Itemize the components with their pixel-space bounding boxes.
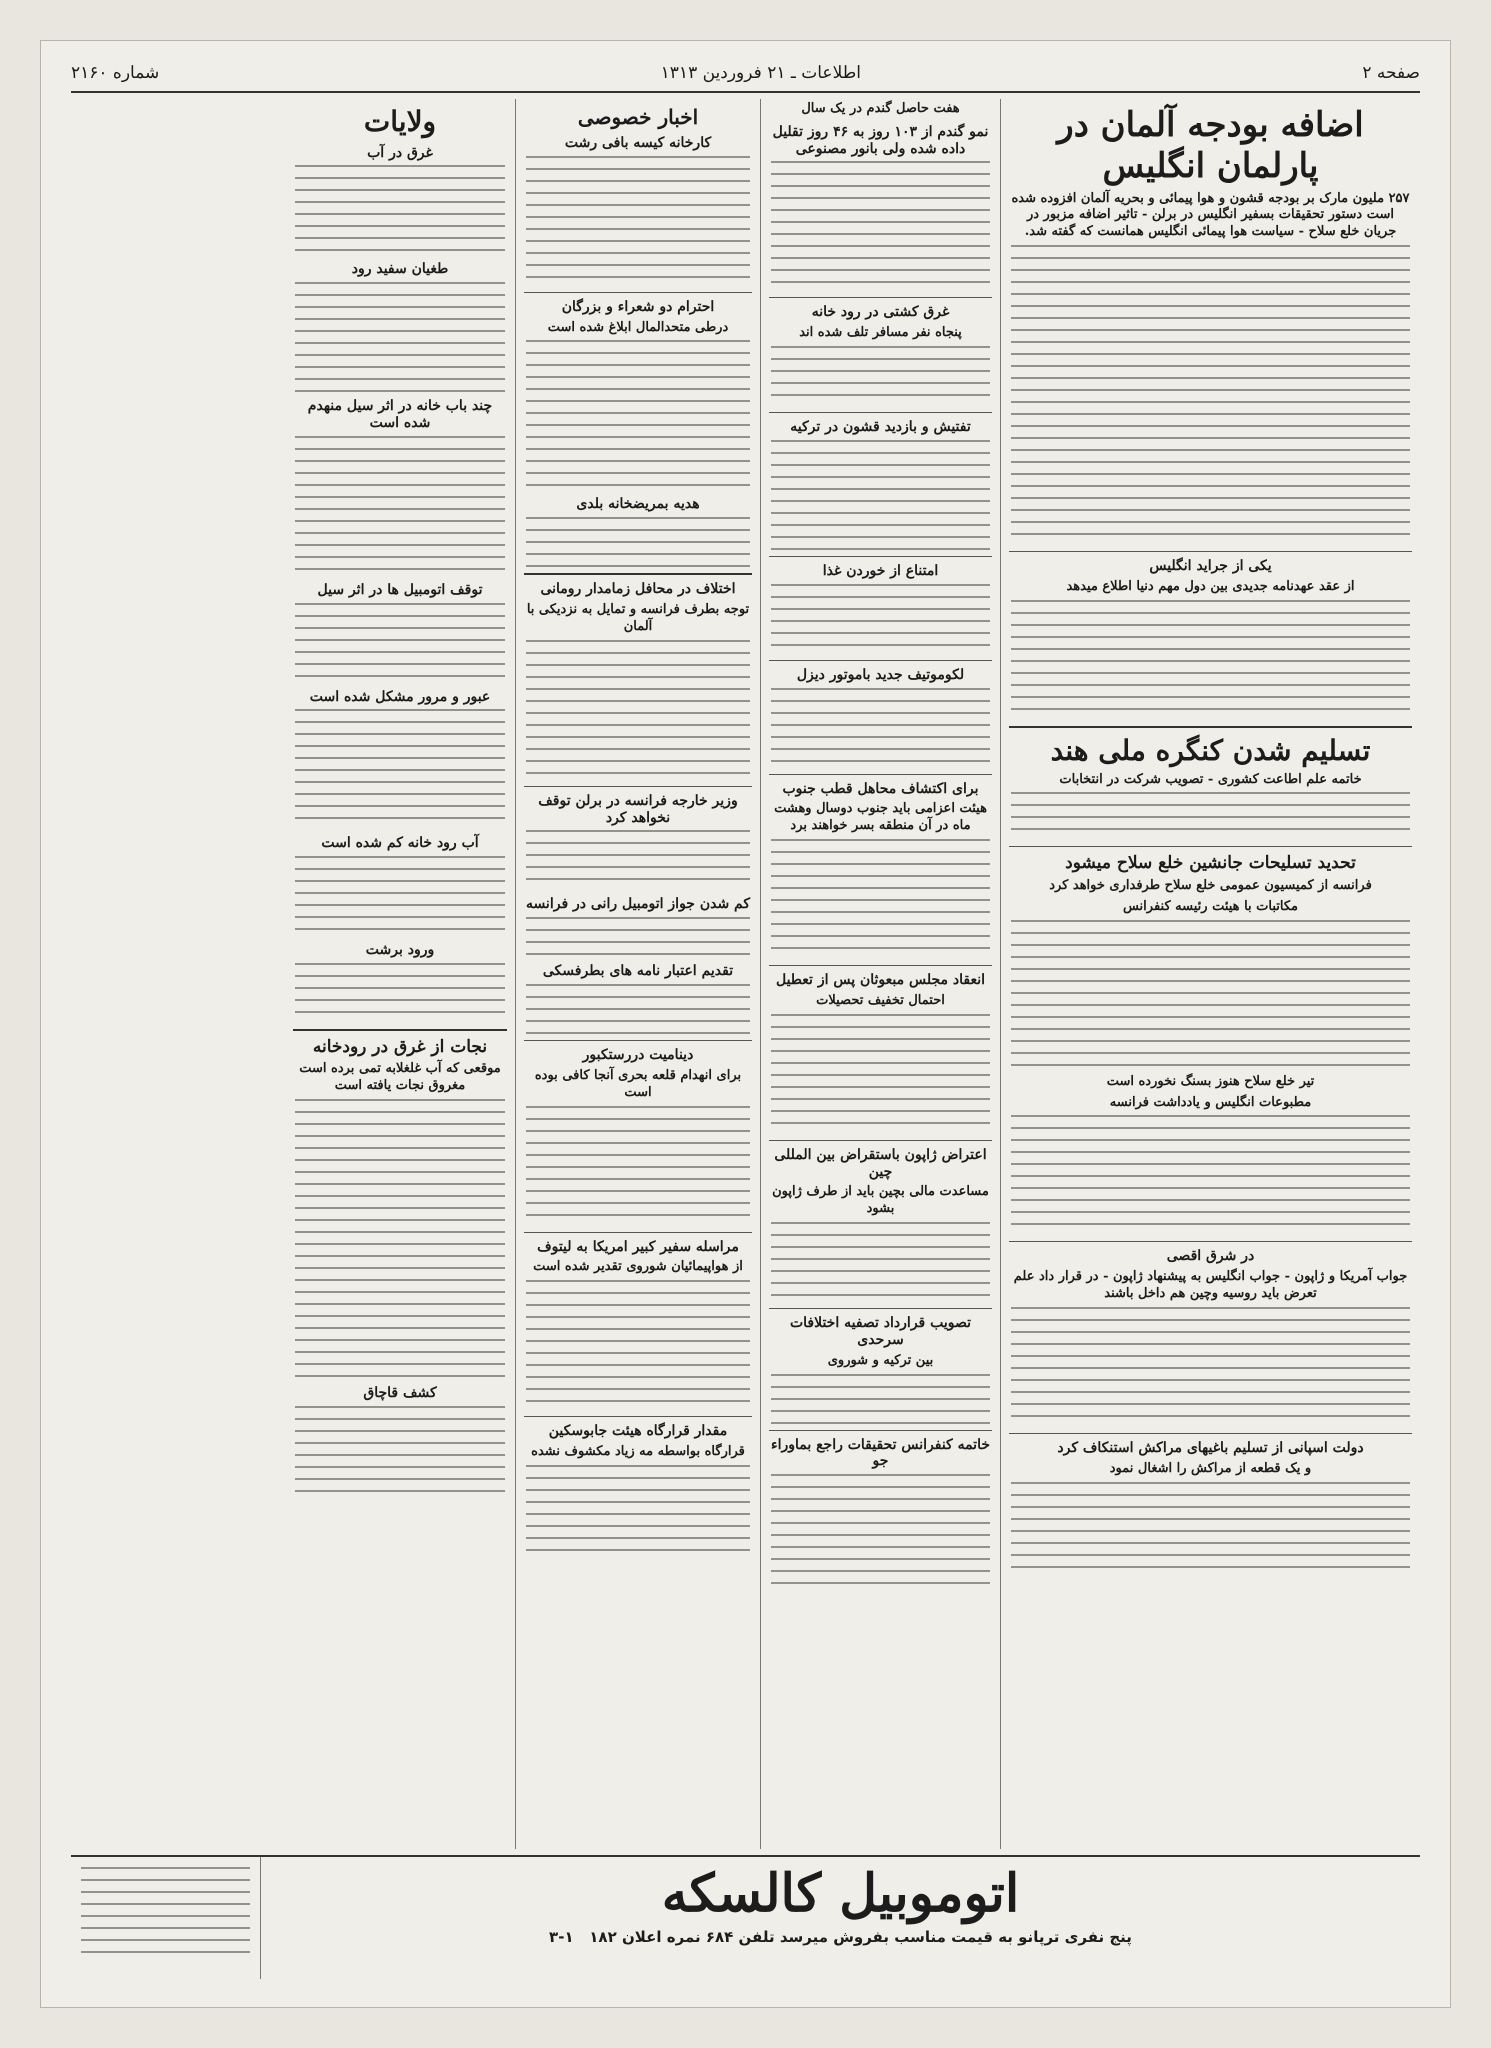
headline-sack-factory: کارخانه کیسه بافی رشت — [564, 135, 712, 151]
headline-far-east: در شرق اقصی — [1166, 1248, 1255, 1265]
article-body — [526, 517, 750, 567]
issue-number: شماره ۲۱۶۰ — [71, 63, 160, 83]
columns — [71, 99, 1420, 1849]
article-body — [295, 603, 505, 683]
article-body — [771, 839, 990, 959]
subhead-english-press: مطبوعات انگلیس و یادداشت فرانسه — [1109, 1094, 1312, 1110]
headline-credentials: تقدیم اعتبار نامه های بطرفسکی — [542, 963, 734, 980]
subhead-far-east: جواب آمریکا و ژاپون - جواب انگلیس به پیشنهاد ژاپون - در قرار داد علم تعرض باید روسیه وچین هم داخل باشند — [1013, 1269, 1408, 1302]
headline-car-licences: کم شدن جواز اتومبیل رانی در فرانسه — [525, 896, 751, 913]
subhead-poets-respect: درطی متحدالمال ابلاغ شده است — [547, 319, 729, 335]
subhead-disarmament: تیر خلع سلاح هنوز بسنگ نخورده است — [1106, 1073, 1315, 1089]
headline-hospital-gift: هدیه بمریضخانه بلدی — [576, 496, 700, 513]
ad-adjacent-text — [71, 1857, 260, 1979]
headline-india-congress: تسلیم شدن کنگره ملی هند — [1050, 733, 1371, 767]
article-body — [295, 282, 505, 392]
article-body — [295, 1406, 505, 1496]
issue-date: اطلاعات ـ ۲۱ فروردین ۱۳۱۳ — [660, 63, 861, 83]
headline-wheat: نمو گندم از ۱۰۳ روز به ۴۶ روز تقلیل داده شده ولی بانور مصنوعی — [772, 123, 989, 157]
subhead-romania: توجه بطرف فرانسه و تمایل به نزدیکی با آلمان — [526, 602, 750, 634]
article-body — [771, 1474, 990, 1584]
article-body — [526, 340, 750, 490]
headline-english-paper: یکی از جراید انگلیس — [1149, 558, 1272, 575]
subhead-dynamite: برای انهدام قلعه بحری آنجا کافی بوده است — [534, 1067, 742, 1100]
headline-arms-limitation: تحدید تسلیحات جانشین خلع سلاح میشود — [1065, 853, 1356, 874]
headline-spain-morocco: دولت اسپانی از تسلیم باغیهای مراکش استنکاف کرد — [1057, 1439, 1364, 1456]
column-general-news — [760, 99, 1000, 1849]
column-special-news — [515, 99, 760, 1849]
headline-river-low: آب رود خانه کم شده است — [321, 835, 479, 852]
article-body — [295, 963, 505, 1023]
article-body — [295, 856, 505, 936]
subhead-ship-sinking: پنجاه نفر مسافر تلف شده اند — [799, 325, 962, 341]
article-body — [295, 1099, 505, 1379]
article-body — [1011, 1307, 1410, 1427]
article-body — [771, 688, 990, 768]
headline-ship-sinking: غرق کشتی در رود خانه — [811, 304, 950, 321]
page-masthead — [71, 55, 1420, 93]
article-body — [295, 709, 505, 829]
article-body — [771, 346, 990, 406]
headline-diesel-locomotive: لکوموتیف جدید باموتور دیزل — [796, 666, 965, 683]
headline-japan-loan: اعتراض ژاپون باستقراض بین المللی چین — [774, 1146, 987, 1180]
article-body — [771, 1014, 990, 1134]
article-body — [771, 440, 990, 550]
headline-hunger-strike: امتناع از خوردن غذا — [822, 562, 939, 579]
headline-rescue: نجات از غرق در رودخانه — [312, 1036, 488, 1057]
kicker-wheat: هفت حاصل گندم در یک سال — [801, 101, 960, 116]
column-provinces — [285, 99, 515, 1849]
article-body — [771, 1222, 990, 1302]
article-body — [1011, 1115, 1410, 1235]
headline-parliament: انعقاد مجلس مبعوثان پس از تعطیل — [775, 972, 986, 989]
subhead-german-budget: ۲۵۷ ملیون مارک بر بودجه قشون و هوا پیمائی و بحریه آلمان افزوده شده است دستور تحقیقات بسفیر انگلیس در برلن - تاثیر اضافه مزبور در جریان خلع سلاح - سیاست هوا پیمائی انگلیس همانست که گفته شد. — [1011, 190, 1410, 240]
article-body — [771, 1374, 990, 1424]
article-body — [1011, 920, 1410, 1070]
article-body — [1011, 245, 1410, 545]
newspaper-page — [40, 40, 1451, 2008]
article-body — [526, 1280, 750, 1410]
article-body — [526, 984, 750, 1034]
headline-romania: اختلاف در محافل زمامدار رومانی — [540, 581, 736, 598]
headline-smuggling: کشف قاچاق — [363, 1385, 437, 1402]
subhead-france-commission: فرانسه از کمیسیون عمومی خلع سلاح طرفداری خواهد کرد — [1049, 877, 1372, 893]
article-body — [295, 165, 505, 255]
ad-code: ۱-۳ — [549, 1928, 574, 1947]
article-body — [526, 156, 750, 286]
headline-border-treaty: تصویب قرارداد تصفیه اختلافات سرحدی — [789, 1315, 972, 1348]
section-provinces: ولایات — [363, 105, 437, 138]
article-body — [526, 830, 750, 890]
subhead-spain-morocco: و یک قطعه از مراکش را اشغال نمود — [1109, 1460, 1312, 1476]
ad-title: اتوموبیل کالسکه — [661, 1863, 1020, 1924]
headline-arrival-rasht: ورود برشت — [365, 942, 435, 959]
headline-sefidrud-flood: طغیان سفید رود — [351, 261, 449, 278]
article-body — [1011, 600, 1410, 720]
article-body — [526, 1465, 750, 1555]
subhead-rescue: موقعی که آب غلغلابه تمی برده است مغروق نجات یافته است — [299, 1061, 501, 1094]
article-body — [1011, 1482, 1410, 1572]
subhead-english-paper: از عقد عهدنامه جدیدی بین دول مهم دنیا اطلاع میدهد — [1066, 579, 1355, 595]
subhead-south-pole: هیئت اعزامی باید جنوب دوسال وهشت ماه در آن منطقه بسر خواهند برد — [774, 801, 987, 834]
headline-expedition: مقدار قرارگاه هیئت جابوسکین — [548, 1423, 728, 1440]
article-body — [1011, 792, 1410, 840]
subhead-correspondence: مکاتبات با هیئت رئیسه کنفرانس — [1122, 898, 1299, 914]
section-special-news: اخبار خصوصی — [577, 105, 699, 129]
advertisement — [71, 1855, 1420, 1979]
headline-south-pole: برای اکتشاف محاهل قطب جنوب — [782, 780, 979, 797]
headline-houses-destroyed: چند باب خانه در اثر سیل منهدم شده است — [307, 398, 493, 431]
headline-dynamite: دینامیت دررستکبور — [582, 1047, 694, 1064]
article-body — [526, 917, 750, 957]
subhead-border-treaty: بین ترکیه و شوروی — [827, 1352, 934, 1368]
headline-stratosphere: خاتمه کنفرانس تحقیقات راجع بماوراء جو — [770, 1436, 991, 1470]
subhead-japan-loan: مساعدت مالی بچین باید از طرف ژاپون بشود — [772, 1184, 989, 1217]
article-body — [526, 640, 750, 780]
headline-us-ambassador: مراسله سفیر کبیر امریکا به لیتوف — [537, 1238, 739, 1255]
article-body — [526, 1106, 750, 1226]
article-body — [771, 584, 990, 654]
headline-cars-stopped: توقف اتومبیل ها در اثر سیل — [317, 581, 483, 598]
car-ad — [260, 1857, 1420, 1979]
headline-german-budget: اضافه بودجه آلمان در پارلمان انگلیس — [1057, 105, 1364, 186]
subhead-expedition: قرارگاه بواسطه مه زیاد مکشوف نشده — [531, 1444, 745, 1460]
subhead-parliament: احتمال تخفیف تحصیلات — [816, 992, 945, 1008]
headline-poets-respect: احترام دو شعراء و بزرگان — [561, 298, 715, 315]
article-body — [771, 161, 990, 291]
subhead-india-congress: خاتمه علم اطاعت کشوری - تصویب شرکت در انتخابات — [1059, 771, 1362, 787]
subhead-us-ambassador: از هواپیمائیان شوروی تقدیر شده است — [533, 1259, 743, 1275]
headline-traffic: عبور و مرور مشکل شده است — [309, 688, 491, 705]
article-body — [295, 436, 505, 576]
article-body — [81, 1867, 250, 1957]
ad-text: پنج نفری ترپانو به قیمت مناسب بفروش میرسد تلفن ۶۸۴ نمره اعلان ۱۸۲ ۱-۳ — [549, 1928, 1132, 1947]
page-number: صفحه ۲ — [1362, 63, 1420, 83]
headline-drowning: غرق در آب — [367, 144, 433, 161]
headline-turkey-army: تفتیش و بازدید قشون در ترکیه — [790, 419, 971, 436]
column-foreign-news — [1000, 99, 1420, 1849]
headline-french-minister: وزیر خارجه فرانسه در برلن توقف نخواهد کرد — [538, 792, 738, 826]
